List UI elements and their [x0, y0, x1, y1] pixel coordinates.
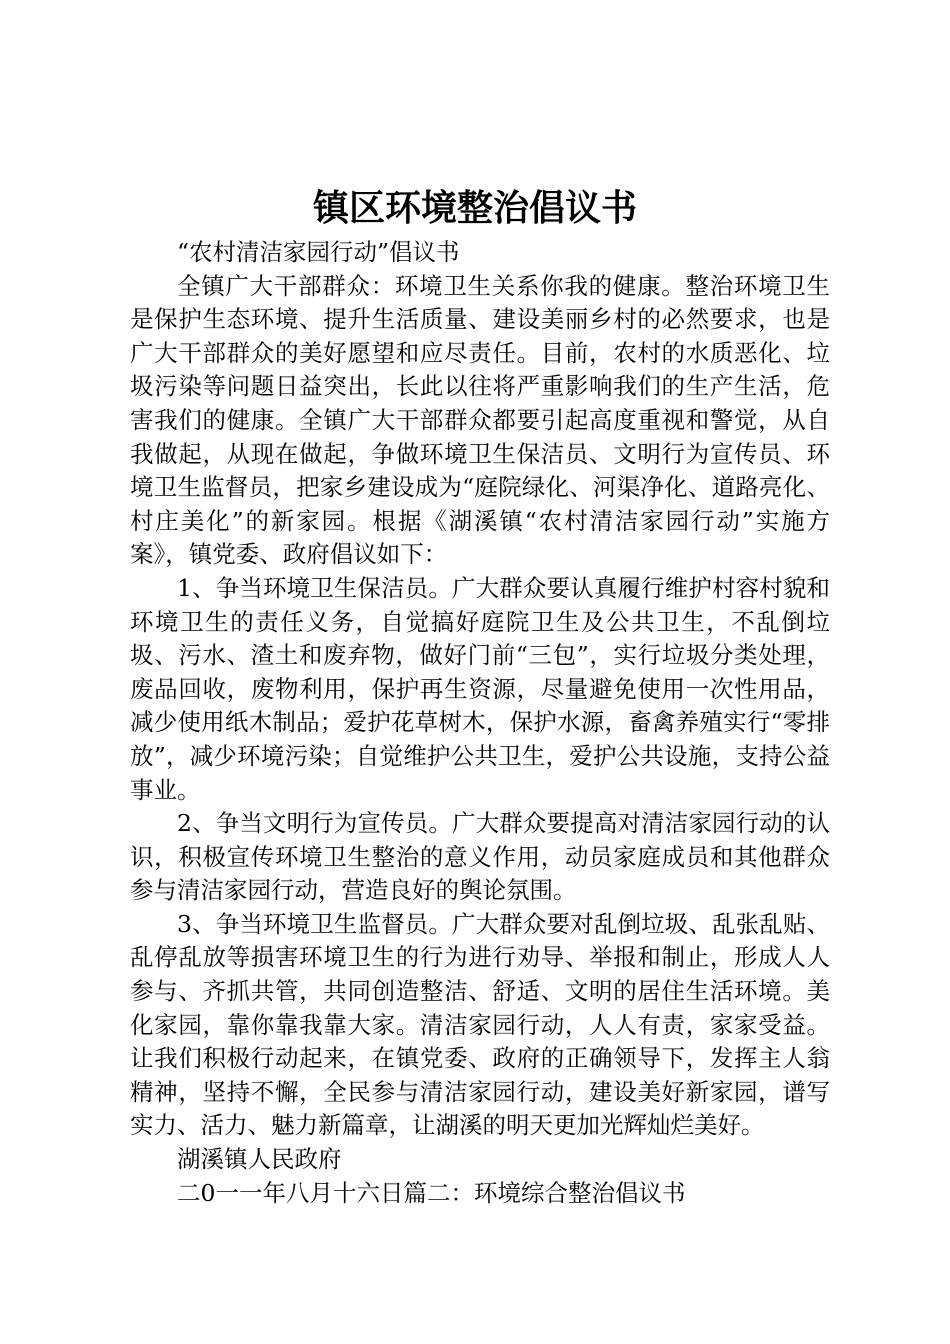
date-paragraph: 二0一一年八月十六日篇二：环境综合整治倡议书 — [177, 1178, 686, 1207]
signature-paragraph: 湖溪镇人民政府 — [177, 1145, 342, 1174]
document-body — [130, 236, 830, 1210]
intro-paragraph: 全镇广大干部群众：环境卫生关系你我的健康。整治环境卫生是保护生态环境、提升生活质量、建设美丽乡村的必然要求，也是广大干部群众的美好愿望和应尽责任。目前，农村的水质恶化、垃圾污染等问题日益突出，长此以往将严重影响我们的生产生活，危害我们的健康。全镇广大干部群众都要引起高度重视和警觉，从自我做起，从现在做起，争做环境卫生保洁员、文明行为宣传员、环境卫生监督员，把家乡建设成为“庭院绿化、河渠净化、道路亮化、村庄美化”的新家园。根据《湖溪镇“农村清洁家园行动”实施方案》，镇党委、政府倡议如下： — [130, 271, 830, 569]
item-1-paragraph: 1、争当环境卫生保洁员。广大群众要认真履行维护村容村貌和环境卫生的责任义务，自觉搞好庭院卫生及公共卫生，不乱倒垃圾、污水、渣土和废弃物，做好门前“三包”，实行垃圾分类处理，废品回收，废物利用，保护再生资源，尽量避免使用一次性用品，减少使用纸木制品；爱护花草树木，保护水源，畜禽养殖实行“零排放”，减少环境污染；自觉维护公共卫生，爱护公共设施，支持公益事业。 — [130, 573, 830, 804]
document-title: 镇区环境整治倡议书 — [312, 187, 637, 229]
item-2-paragraph: 2、争当文明行为宣传员。广大群众要提高对清洁家园行动的认识，积极宣传环境卫生整治的意义作用，动员家庭成员和其他群众参与清洁家园行动，营造良好的舆论氛围。 — [130, 809, 830, 905]
subtitle-paragraph: “农村清洁家园行动”倡议书 — [177, 238, 460, 266]
item-3-paragraph: 3、争当环境卫生监督员。广大群众要对乱倒垃圾、乱张乱贴、乱停乱放等损害环境卫生的行为进行劝导、举报和制止，形成人人参与、齐抓共管，共同创造整洁、舒适、文明的居住生活环境。美化家园，靠你靠我靠大家。清洁家园行动，人人有责，家家受益。让我们积极行动起来，在镇党委、政府的正确领导下，发挥主人翁精神，坚持不懈，全民参与清洁家园行动，建设美好新家园，谱写实力、活力、魅力新篇章，让湖溪的明天更加光辉灿烂美好。 — [130, 909, 830, 1140]
